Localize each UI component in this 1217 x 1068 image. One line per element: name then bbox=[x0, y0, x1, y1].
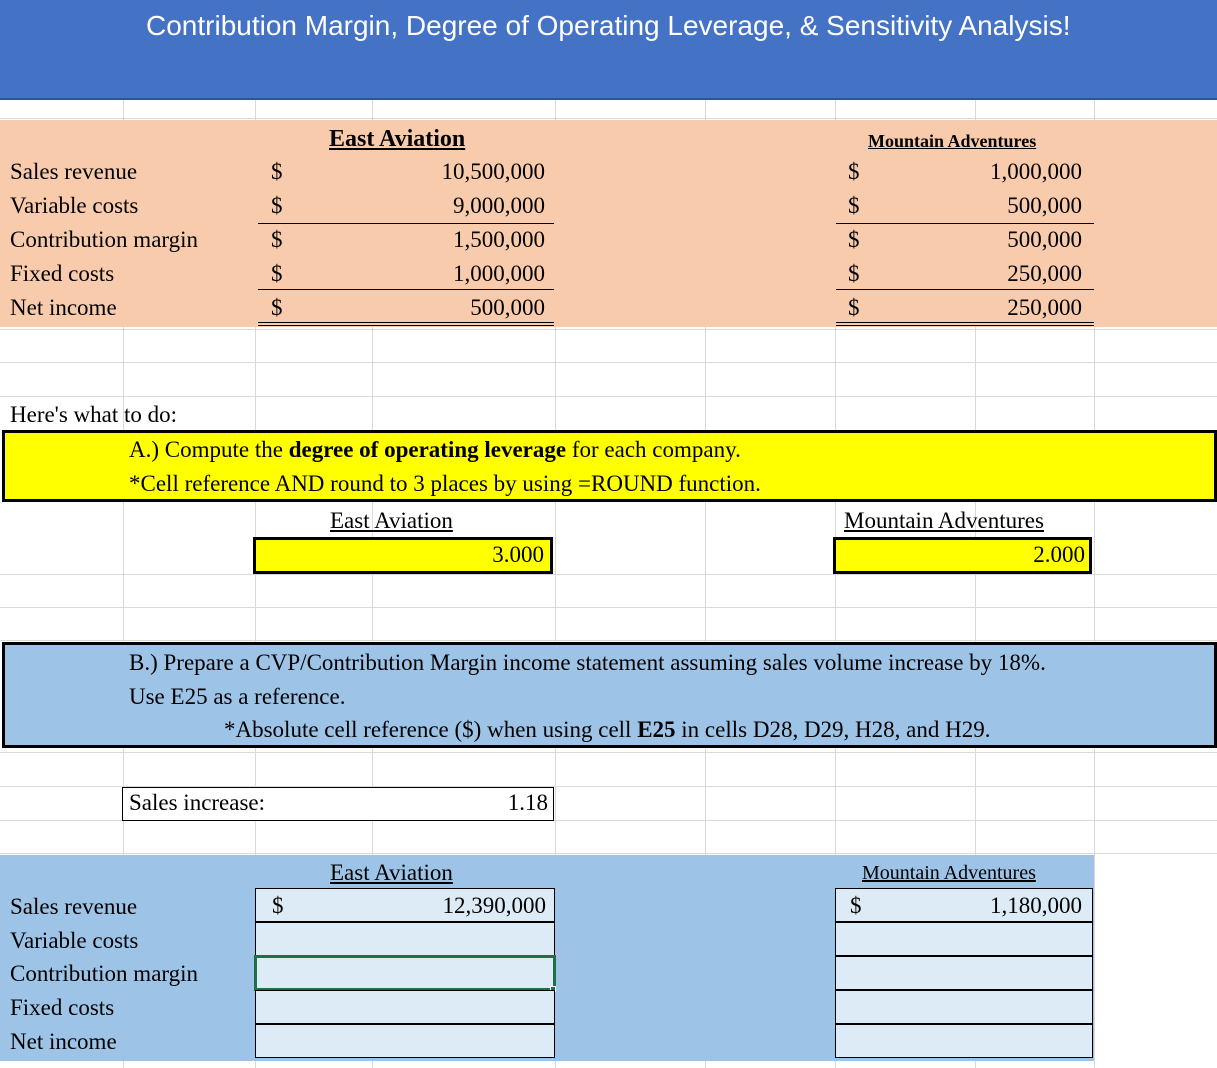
gridline bbox=[0, 396, 1217, 397]
part-a-line2: *Cell reference AND round to 3 places by using =ROUND function. bbox=[129, 471, 761, 496]
part-b-line3-pre: *Absolute cell reference ($) when using cell bbox=[224, 717, 638, 742]
part-b-line3-post: in cells D28, D29, H28, and H29. bbox=[675, 717, 991, 742]
cell-mountain-net-income[interactable]: 250,000 bbox=[1007, 295, 1082, 320]
cvp-label-net-income: Net income bbox=[10, 1029, 117, 1054]
dol-mountain-value-cell[interactable]: 2.000 bbox=[833, 537, 1092, 574]
row-label-net-income: Net income bbox=[10, 295, 117, 320]
cvp-east-header: East Aviation bbox=[330, 860, 453, 885]
cvp-east-net-income-cell[interactable] bbox=[255, 1024, 555, 1058]
cvp-label-variable-costs: Variable costs bbox=[10, 928, 139, 953]
underline bbox=[258, 223, 554, 224]
currency-symbol: $ bbox=[850, 893, 862, 918]
row-label-variable-costs: Variable costs bbox=[10, 193, 139, 218]
gridline bbox=[0, 607, 1217, 608]
part-a-line1-pre: A.) Compute the bbox=[129, 437, 289, 462]
double-underline bbox=[258, 325, 554, 326]
cvp-east-sales-revenue-value: 12,390,000 bbox=[442, 893, 546, 918]
part-b-line3-bold: E25 bbox=[637, 717, 676, 742]
dol-east-label: East Aviation bbox=[330, 508, 453, 533]
currency-cell[interactable]: $ bbox=[271, 227, 283, 252]
currency-cell[interactable]: $ bbox=[271, 193, 283, 218]
cvp-mountain-sales-revenue-value: 1,180,000 bbox=[990, 893, 1082, 918]
sales-increase-value-cell[interactable]: 1.18 bbox=[507, 790, 548, 815]
cvp-mountain-header: Mountain Adventures bbox=[862, 862, 1036, 884]
currency-cell[interactable]: $ bbox=[848, 261, 860, 286]
currency-cell[interactable]: $ bbox=[271, 295, 283, 320]
cvp-east-variable-costs-cell[interactable] bbox=[255, 922, 555, 956]
cvp-east-fixed-costs-cell[interactable] bbox=[255, 990, 555, 1024]
cell-east-net-income[interactable]: 500,000 bbox=[470, 295, 545, 320]
cell-east-variable-costs[interactable]: 9,000,000 bbox=[453, 193, 545, 218]
part-b-line1: B.) Prepare a CVP/Contribution Margin income statement assuming sales volume increase by 18%. bbox=[129, 650, 1046, 675]
cvp-mountain-fixed-costs-cell[interactable] bbox=[835, 990, 1093, 1024]
part-a-line1 bbox=[129, 437, 741, 463]
row-label-fixed-costs: Fixed costs bbox=[10, 261, 115, 286]
cell-east-contribution-margin[interactable]: 1,500,000 bbox=[453, 227, 545, 252]
page-title: Contribution Margin, Degree of Operating Leverage, & Sensitivity Analysis! bbox=[146, 10, 1071, 41]
double-underline bbox=[836, 325, 1094, 326]
mountain-adventures-header: Mountain Adventures bbox=[868, 131, 1037, 151]
gridline bbox=[0, 362, 1217, 363]
gridline bbox=[0, 574, 1217, 575]
currency-cell[interactable]: $ bbox=[848, 227, 860, 252]
dol-east-value-cell[interactable]: 3.000 bbox=[253, 537, 553, 574]
gridline bbox=[0, 640, 1217, 641]
currency-cell[interactable]: $ bbox=[271, 261, 283, 286]
part-b-line2: Use E25 as a reference. bbox=[129, 684, 346, 709]
gridline bbox=[0, 853, 1217, 854]
underline bbox=[836, 289, 1094, 290]
double-underline bbox=[258, 322, 554, 323]
currency-cell[interactable]: $ bbox=[848, 193, 860, 218]
cell-east-fixed-costs[interactable]: 1,000,000 bbox=[453, 261, 545, 286]
part-a-line1-post: for each company. bbox=[566, 437, 741, 462]
currency-cell[interactable]: $ bbox=[848, 159, 860, 184]
gridline bbox=[0, 118, 1217, 119]
cvp-east-sales-revenue-cell[interactable] bbox=[255, 888, 555, 922]
sales-increase-label: Sales increase: bbox=[129, 790, 266, 815]
cell-mountain-contribution-margin[interactable]: 500,000 bbox=[1007, 227, 1082, 252]
cell-mountain-fixed-costs[interactable]: 250,000 bbox=[1007, 261, 1082, 286]
cell-mountain-sales-revenue[interactable]: 1,000,000 bbox=[990, 159, 1082, 184]
currency-symbol: $ bbox=[272, 893, 284, 918]
dol-mountain-label: Mountain Adventures bbox=[844, 508, 1044, 533]
cvp-mountain-contribution-margin-cell[interactable] bbox=[835, 956, 1093, 990]
row-label-contribution-margin: Contribution margin bbox=[10, 227, 199, 252]
gridline bbox=[0, 329, 1217, 330]
cvp-mountain-variable-costs-cell[interactable] bbox=[835, 922, 1093, 956]
cvp-label-fixed-costs: Fixed costs bbox=[10, 995, 115, 1020]
currency-cell[interactable]: $ bbox=[848, 295, 860, 320]
cell-mountain-variable-costs[interactable]: 500,000 bbox=[1007, 193, 1082, 218]
underline bbox=[836, 223, 1094, 224]
cvp-mountain-net-income-cell[interactable] bbox=[835, 1024, 1093, 1058]
cell-east-sales-revenue[interactable]: 10,500,000 bbox=[441, 159, 545, 184]
cvp-label-sales-revenue: Sales revenue bbox=[10, 894, 138, 919]
part-b-line3 bbox=[224, 717, 990, 743]
cvp-mountain-sales-revenue-cell[interactable] bbox=[835, 888, 1093, 922]
cvp-east-contribution-margin-cell-selected[interactable] bbox=[254, 955, 556, 991]
gridline bbox=[0, 752, 1217, 753]
east-aviation-header: East Aviation bbox=[329, 126, 466, 152]
currency-cell[interactable]: $ bbox=[271, 159, 283, 184]
double-underline bbox=[836, 322, 1094, 323]
row-label-sales-revenue: Sales revenue bbox=[10, 159, 138, 184]
instructions-heading: Here's what to do: bbox=[10, 402, 178, 427]
cvp-label-contribution-margin: Contribution margin bbox=[10, 961, 199, 986]
underline bbox=[258, 289, 554, 290]
part-a-line1-bold: degree of operating leverage bbox=[288, 437, 567, 462]
